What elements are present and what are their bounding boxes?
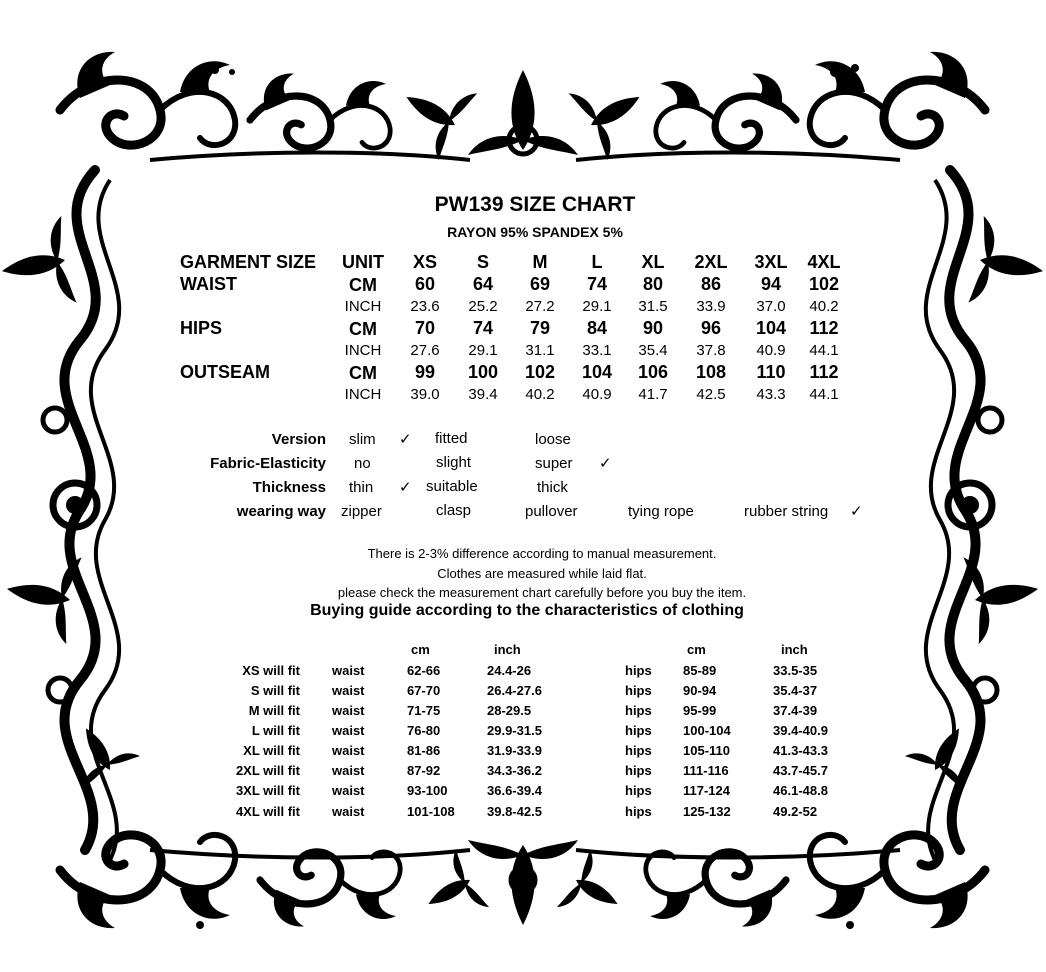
guide-fit-label: 3XL will fit [235, 783, 300, 798]
guide-inch-header: inch [494, 642, 521, 657]
property-option: super [535, 455, 573, 472]
waist-inch-value: 31.5 [638, 298, 668, 315]
hips-label: HIPS [180, 318, 223, 338]
property-option: tying rope [628, 503, 694, 520]
guide-waist-inch: 31.9-33.9 [487, 743, 542, 758]
guide-hips-cm: 95-99 [683, 703, 717, 718]
hips-inch-value: 29.1 [468, 342, 498, 359]
guide-fit-label: L will fit [251, 723, 300, 738]
hips-inch-value: 35.4 [638, 342, 668, 359]
size-header: L [591, 252, 603, 272]
guide-hips-cm: 117-124 [683, 783, 730, 798]
waist-inch-value: 33.9 [696, 298, 726, 315]
measurement-note: There is 2-3% difference according to manual measurement. [367, 546, 717, 561]
selected-check-icon: ✓ [399, 431, 412, 448]
size-header: 3XL [754, 252, 788, 272]
property-option: fitted [435, 430, 468, 447]
right-border-ornament [905, 170, 1046, 860]
outseam-cm-value: 104 [581, 362, 613, 382]
waist-inch-value: 23.6 [410, 298, 440, 315]
guide-hips-inch: 41.3-43.3 [773, 743, 828, 758]
guide-hips-cm: 100-104 [683, 723, 731, 738]
hips-cm-value: 104 [755, 318, 787, 338]
guide-waist-label: waist [332, 783, 365, 798]
size-header: XS [412, 252, 438, 272]
waist-cm-value: 94 [760, 274, 782, 294]
inch-unit: INCH [344, 298, 382, 315]
outseam-inch-value: 41.7 [638, 386, 668, 403]
guide-waist-cm: 81-86 [407, 743, 441, 758]
outseam-inch-value: 39.4 [468, 386, 498, 403]
size-header: S [476, 252, 490, 272]
hips-cm-value: 112 [809, 318, 839, 338]
waist-cm-value: 86 [700, 274, 722, 294]
outseam-label: OUTSEAM [180, 362, 270, 382]
property-option: clasp [436, 502, 472, 519]
guide-hips-cm: 105-110 [683, 743, 730, 758]
outseam-cm-value: 112 [809, 362, 839, 382]
guide-waist-cm: 87-92 [407, 763, 441, 778]
outseam-inch-value: 42.5 [696, 386, 726, 403]
guide-waist-inch: 24.4-26 [487, 663, 532, 678]
hips-cm-value: 79 [529, 318, 551, 338]
guide-fit-label: XL will fit [243, 743, 300, 758]
hips-inch-value: 27.6 [410, 342, 440, 359]
hips-cm-value: 70 [414, 318, 436, 338]
property-option: loose [535, 431, 571, 448]
guide-hips-cm: 111-116 [683, 763, 729, 778]
hips-cm-value: 84 [586, 318, 608, 338]
guide-hips-cm: 85-89 [683, 663, 717, 678]
guide-hips-inch: 35.4-37 [773, 683, 818, 698]
hips-inch-value: 33.1 [582, 342, 612, 359]
guide-inch-header: inch [781, 642, 808, 657]
guide-hips-inch: 43.7-45.7 [773, 763, 828, 778]
outseam-cm-value: 108 [695, 362, 727, 382]
outseam-inch-value: 43.3 [756, 386, 786, 403]
property-option: rubber string [744, 503, 829, 520]
guide-waist-cm: 93-100 [407, 783, 448, 798]
guide-waist-label: waist [332, 663, 365, 678]
top-border-ornament [60, 52, 985, 160]
bottom-border-ornament [60, 835, 985, 933]
guide-hips-label: hips [625, 783, 652, 798]
outseam-cm-value: 99 [414, 362, 436, 382]
selected-check-icon: ✓ [850, 503, 863, 520]
guide-waist-cm: 67-70 [407, 683, 441, 698]
property-option: zipper [341, 503, 382, 520]
property-label-wearing-way: wearing way [236, 503, 326, 520]
guide-waist-cm: 101-108 [407, 804, 455, 819]
guide-waist-cm: 71-75 [407, 703, 441, 718]
waist-cm-value: 74 [586, 274, 608, 294]
selected-check-icon: ✓ [399, 479, 412, 496]
guide-waist-label: waist [332, 763, 365, 778]
property-option: suitable [426, 478, 478, 495]
property-option: no [354, 455, 371, 472]
waist-inch-value: 29.1 [582, 298, 612, 315]
waist-inch-value: 27.2 [525, 298, 555, 315]
size-header: 4XL [807, 252, 841, 272]
guide-hips-inch: 46.1-48.8 [773, 783, 828, 798]
property-option: thin [349, 479, 374, 496]
outseam-inch-value: 39.0 [410, 386, 440, 403]
outseam-cm-value: 106 [637, 362, 669, 382]
outseam-cm-value: 110 [756, 362, 786, 382]
property-label-thickness: Thickness [252, 479, 326, 496]
guide-waist-label: waist [332, 683, 365, 698]
chart-title: PW139 SIZE CHART [434, 193, 636, 216]
guide-waist-inch: 39.8-42.5 [487, 804, 542, 819]
hips-inch-value: 37.8 [696, 342, 726, 359]
guide-hips-label: hips [625, 743, 652, 758]
guide-hips-label: hips [625, 703, 652, 718]
outseam-cm-value: 100 [467, 362, 499, 382]
size-header: M [532, 252, 548, 272]
waist-inch-value: 40.2 [809, 298, 839, 315]
guide-hips-label: hips [625, 663, 652, 678]
left-border-ornament [0, 170, 140, 860]
guide-hips-label: hips [625, 763, 652, 778]
guide-fit-label: M will fit [248, 703, 300, 718]
waist-cm-value: 64 [472, 274, 494, 294]
guide-fit-label: 4XL will fit [235, 804, 300, 819]
guide-fit-label: S will fit [250, 683, 300, 698]
guide-waist-inch: 28-29.5 [487, 703, 532, 718]
waist-inch-value: 37.0 [756, 298, 786, 315]
waist-cm-value: 80 [642, 274, 664, 294]
waist-label: WAIST [180, 274, 237, 294]
fabric-composition: RAYON 95% SPANDEX 5% [447, 224, 623, 240]
property-option: thick [537, 479, 568, 496]
measurement-note: please check the measurement chart carefully before you buy the item. [337, 585, 747, 600]
property-label-version: Version [271, 431, 326, 448]
guide-cm-header: cm [687, 642, 706, 657]
outseam-inch-value: 40.9 [582, 386, 612, 403]
outseam-inch-value: 40.2 [525, 386, 555, 403]
guide-waist-inch: 26.4-27.6 [487, 683, 542, 698]
property-option: slight [436, 454, 472, 471]
guide-hips-inch: 39.4-40.9 [773, 723, 828, 738]
waist-cm-value: 102 [808, 274, 840, 294]
size-header: 2XL [694, 252, 728, 272]
guide-waist-cm: 62-66 [407, 663, 441, 678]
hips-inch-value: 44.1 [809, 342, 839, 359]
guide-waist-inch: 36.6-39.4 [487, 783, 542, 798]
outseam-cm-value: 102 [524, 362, 556, 382]
inch-unit: INCH [344, 386, 382, 403]
guide-waist-inch: 29.9-31.5 [487, 723, 542, 738]
guide-hips-label: hips [625, 723, 652, 738]
hips-cm-value: 74 [472, 318, 494, 338]
hips-cm-value: 90 [642, 318, 664, 338]
garment-size-header: GARMENT SIZE [180, 252, 317, 272]
guide-hips-inch: 37.4-39 [773, 703, 818, 718]
waist-inch-value: 25.2 [468, 298, 498, 315]
hips-cm-value: 96 [700, 318, 722, 338]
guide-fit-label: XS will fit [242, 663, 300, 678]
guide-hips-cm: 125-132 [683, 804, 731, 819]
cm-unit: CM [349, 319, 377, 339]
outseam-inch-value: 44.1 [809, 386, 839, 403]
selected-check-icon: ✓ [599, 455, 612, 472]
inch-unit: INCH [344, 342, 382, 359]
hips-inch-value: 40.9 [756, 342, 786, 359]
guide-waist-label: waist [332, 804, 365, 819]
guide-hips-cm: 90-94 [683, 683, 717, 698]
property-option: pullover [525, 503, 578, 520]
buying-guide-title: Buying guide according to the characteristics of clothing [310, 602, 744, 619]
size-header: XL [641, 252, 665, 272]
guide-hips-inch: 49.2-52 [773, 804, 818, 819]
cm-unit: CM [349, 275, 377, 295]
guide-waist-inch: 34.3-36.2 [487, 763, 542, 778]
guide-hips-label: hips [625, 683, 652, 698]
guide-fit-label: 2XL will fit [235, 763, 300, 778]
guide-hips-inch: 33.5-35 [773, 663, 818, 678]
cm-unit: CM [349, 363, 377, 383]
guide-waist-label: waist [332, 743, 365, 758]
property-option: slim [349, 431, 376, 448]
unit-header: UNIT [342, 252, 384, 272]
waist-cm-value: 69 [529, 274, 551, 294]
guide-hips-label: hips [625, 804, 652, 819]
measurement-note: Clothes are measured while laid flat. [437, 566, 647, 581]
guide-waist-label: waist [332, 703, 365, 718]
guide-waist-cm: 76-80 [407, 723, 441, 738]
guide-cm-header: cm [411, 642, 430, 657]
waist-cm-value: 60 [414, 274, 436, 294]
property-label-fabric-elasticity: Fabric-Elasticity [210, 455, 326, 472]
guide-waist-label: waist [332, 723, 365, 738]
hips-inch-value: 31.1 [525, 342, 555, 359]
